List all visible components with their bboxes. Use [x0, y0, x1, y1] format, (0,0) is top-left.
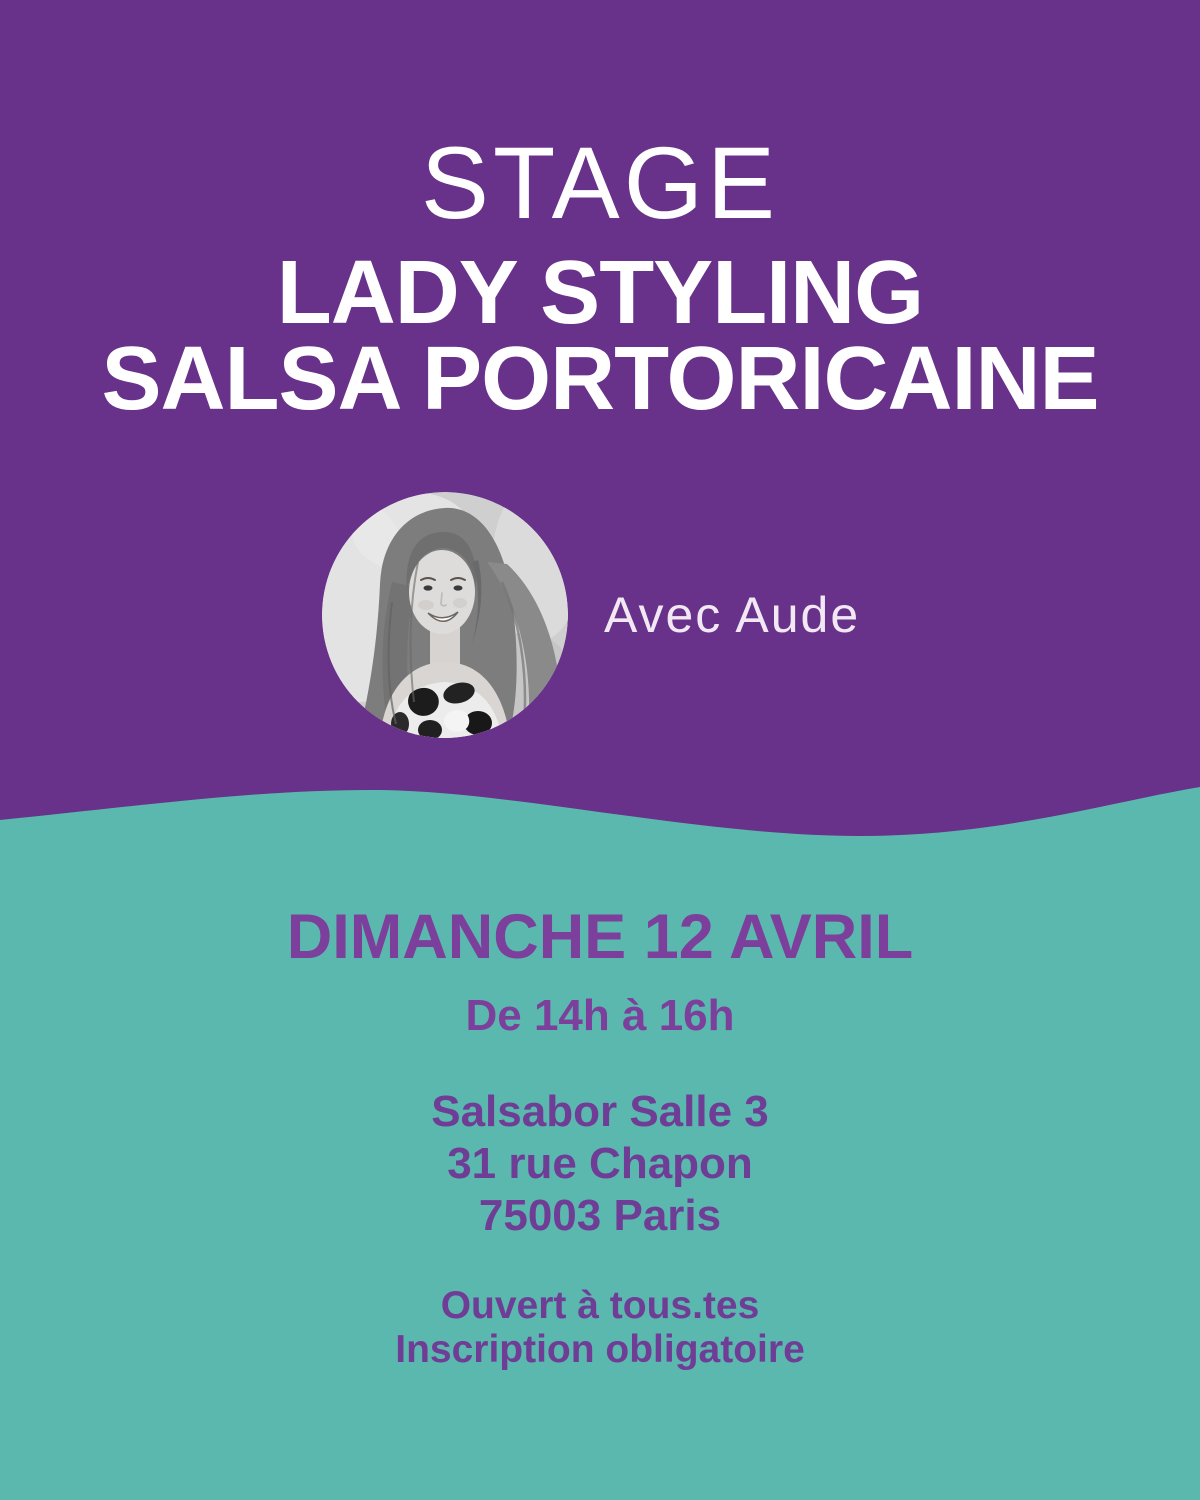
instructor-photo — [322, 492, 568, 738]
event-time: De 14h à 16h — [465, 991, 735, 1040]
open-to-all-note: Ouvert à tous.tes — [440, 1284, 760, 1327]
instructor-name-label: Avec Aude — [604, 587, 861, 643]
main-title-line-2: SALSA PORTORICAINE — [101, 329, 1099, 429]
stage-label: STAGE — [420, 126, 780, 240]
main-title-line-1: LADY STYLING — [276, 243, 924, 343]
street-address: 31 rue Chapon — [447, 1139, 753, 1188]
venue-name: Salsabor Salle 3 — [431, 1087, 769, 1136]
city-postal: 75003 Paris — [478, 1191, 722, 1240]
main-title — [0, 243, 1200, 429]
event-address — [0, 1086, 1200, 1242]
event-date-heading: DIMANCHE 12 AVRIL — [286, 902, 914, 972]
instructor-portrait-illustration — [322, 492, 568, 738]
event-notes — [0, 1284, 1200, 1372]
registration-note: Inscription obligatoire — [395, 1328, 805, 1371]
